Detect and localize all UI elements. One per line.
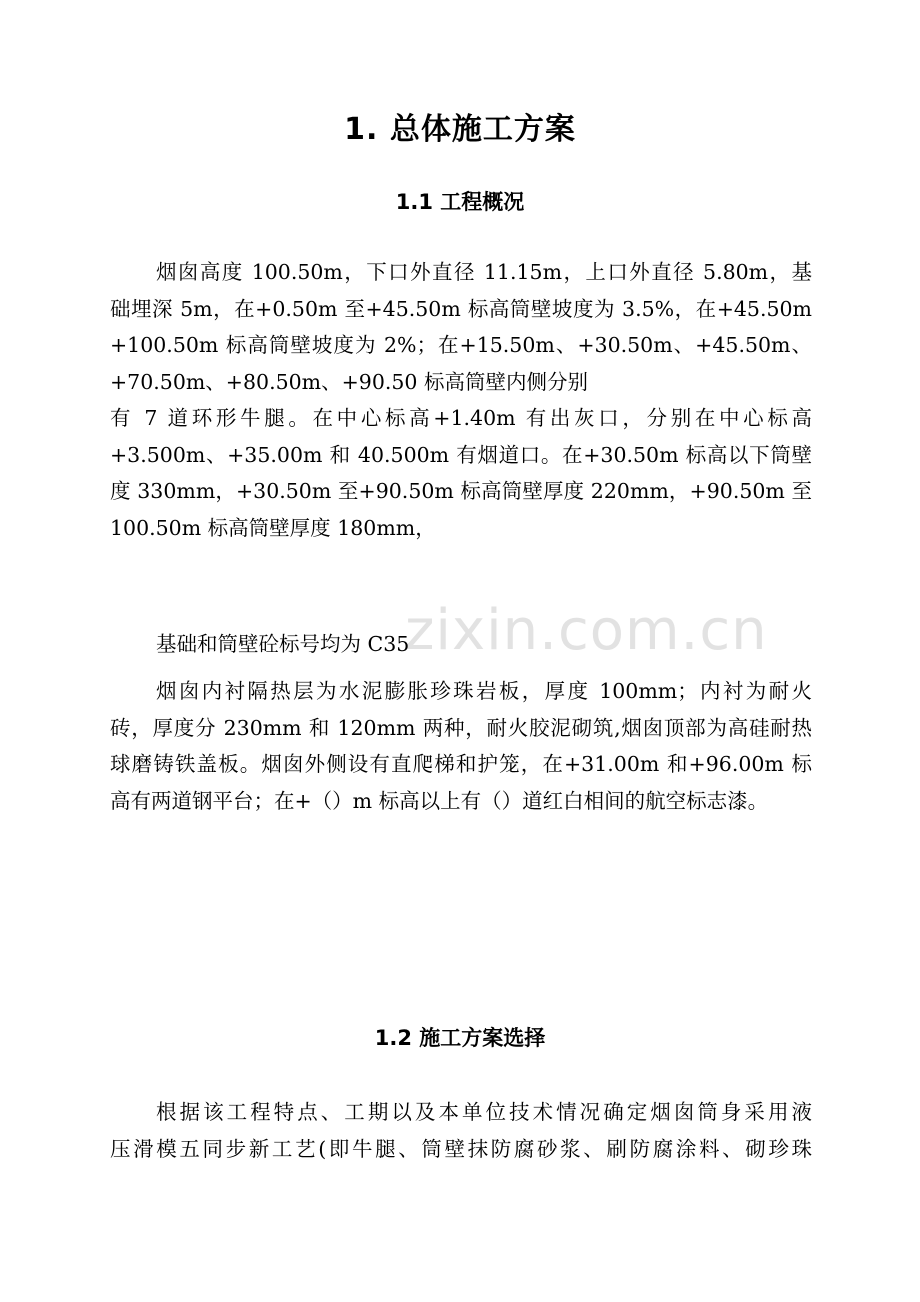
paragraph-line: 砖，厚度分 230mm 和 120mm 两种，耐火胶泥砌筑,烟囱顶部为高硅耐热 xyxy=(110,715,812,740)
paragraph-line: 根据该工程特点、工期以及本单位技术情况确定烟囱筒身采用液 xyxy=(156,1100,812,1124)
paragraph-line: 烟囱高度 100.50m，下口外直径 11.15m，上口外直径 5.80m，基 xyxy=(156,260,812,284)
paragraph-line: 度 330mm，+30.50m 至+90.50m 标高筒壁厚度 220mm，+90.50m 至 xyxy=(110,479,812,503)
paragraph-line: 球磨铸铁盖板。烟囱外侧设有直爬梯和护笼，在+31.00m 和+96.00m 标 xyxy=(110,752,812,776)
paragraph-line: +70.50m、+80.50m、+90.50 标高筒壁内侧分别 xyxy=(110,369,588,394)
section-heading-1-2: 1.2 施工方案选择 xyxy=(374,1026,546,1050)
paragraph-overview xyxy=(110,254,812,400)
paragraph-lining xyxy=(110,673,812,819)
paragraph-line: 础埋深 5m，在+0.50m 至+45.50m 标高筒壁坡度为 3.5%，在+45.50m xyxy=(110,296,812,321)
paragraph-line: 高有两道钢平台；在+（）m 标高以上有（）道红白相间的航空标志漆。 xyxy=(110,788,769,813)
paragraph-line: 烟囱内衬隔热层为水泥膨胀珍珠岩板，厚度 100mm；内衬为耐火 xyxy=(156,679,812,703)
paragraph-line: 100.50m 标高筒壁厚度 180mm， xyxy=(110,515,436,540)
paragraph-plan-selection xyxy=(110,1094,812,1167)
watermark: zixin.com.cn xyxy=(405,598,768,663)
paragraph-line: 基础和筒壁砼标号均为 C35 xyxy=(156,632,410,656)
paragraph-concrete-grade xyxy=(110,626,812,663)
chapter-title: 1. 总体施工方案 xyxy=(344,112,576,147)
paragraph-line: +3.500m、+35.00m 和 40.500m 有烟道口。在+30.50m 标高以下筒壁 xyxy=(110,442,812,467)
paragraph-line: +100.50m 标高筒壁坡度为 2%；在+15.50m、+30.50m、+45.50m、 xyxy=(110,333,812,357)
paragraph-line: 压滑模五同步新工艺(即牛腿、筒壁抹防腐砂浆、刷防腐涂料、砌珍珠 xyxy=(110,1136,812,1161)
paragraph-corbels xyxy=(110,400,812,546)
paragraph-line: 有 7 道环形牛腿。在中心标高+1.40m 有出灰口，分别在中心标高 xyxy=(110,406,812,430)
section-heading-1-1: 1.1 工程概况 xyxy=(395,190,525,214)
